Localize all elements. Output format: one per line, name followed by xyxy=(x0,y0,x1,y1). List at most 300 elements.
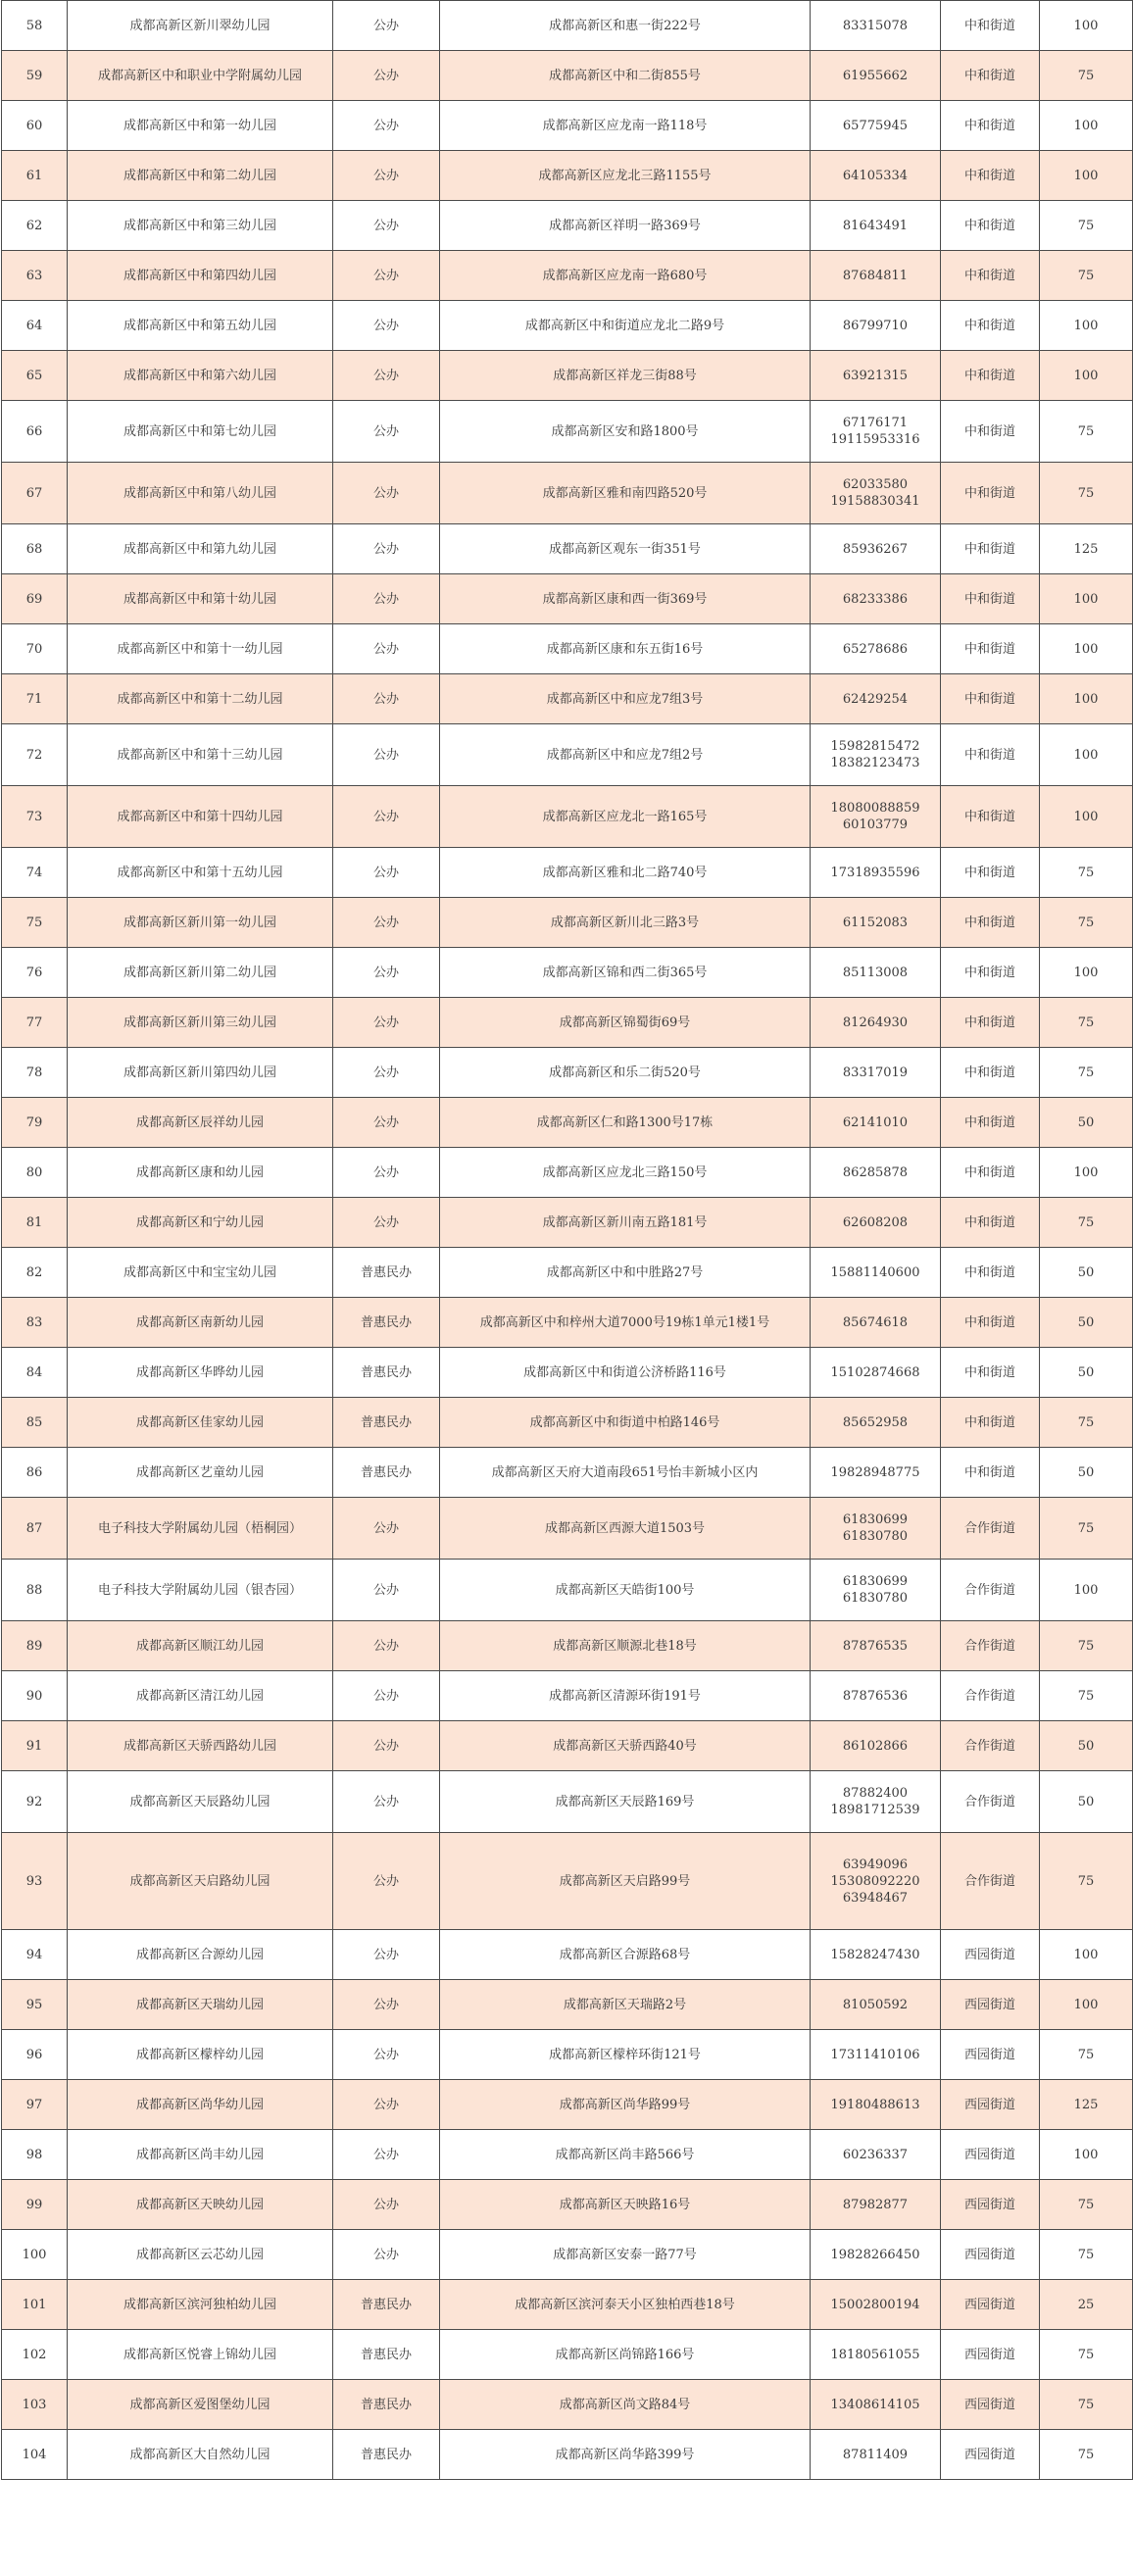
table-row xyxy=(2,1248,1133,1298)
cell-index: 103 xyxy=(2,2380,68,2430)
phone-number: 15881140600 xyxy=(830,1264,920,1280)
cell-subdistrict: 西园街道 xyxy=(941,2230,1040,2280)
cell-address: 成都高新区应龙北三路1155号 xyxy=(440,151,811,201)
cell-phone xyxy=(811,2130,941,2180)
cell-phone xyxy=(811,574,941,624)
table-row xyxy=(2,1348,1133,1398)
cell-phone xyxy=(811,1048,941,1098)
cell-capacity: 100 xyxy=(1040,1980,1133,2030)
cell-kindergarten-name: 成都高新区中和第一幼儿园 xyxy=(68,101,333,151)
cell-capacity: 75 xyxy=(1040,2330,1133,2380)
cell-phone xyxy=(811,624,941,674)
cell-kindergarten-name: 成都高新区中和第十二幼儿园 xyxy=(68,674,333,724)
cell-index: 91 xyxy=(2,1721,68,1771)
cell-kindergarten-name: 成都高新区大自然幼儿园 xyxy=(68,2430,333,2480)
cell-kindergarten-name: 成都高新区中和宝宝幼儿园 xyxy=(68,1248,333,1298)
cell-capacity: 75 xyxy=(1040,848,1133,898)
cell-capacity: 75 xyxy=(1040,1621,1133,1671)
cell-kindergarten-name: 成都高新区天映幼儿园 xyxy=(68,2180,333,2230)
cell-subdistrict: 西园街道 xyxy=(941,1980,1040,2030)
cell-subdistrict: 合作街道 xyxy=(941,1560,1040,1621)
cell-capacity: 50 xyxy=(1040,1448,1133,1498)
table-row xyxy=(2,463,1133,524)
cell-address: 成都高新区雅和南四路520号 xyxy=(440,463,811,524)
cell-kindergarten-name: 成都高新区中和第十三幼儿园 xyxy=(68,724,333,786)
cell-address: 成都高新区檬梓环街121号 xyxy=(440,2030,811,2080)
table-row xyxy=(2,1498,1133,1560)
cell-subdistrict: 西园街道 xyxy=(941,1930,1040,1980)
table-row xyxy=(2,1560,1133,1621)
table-row xyxy=(2,1198,1133,1248)
cell-index: 75 xyxy=(2,898,68,948)
table-row xyxy=(2,1,1133,51)
cell-kindergarten-name: 成都高新区中和第四幼儿园 xyxy=(68,251,333,301)
cell-kindergarten-name: 成都高新区爱图堡幼儿园 xyxy=(68,2380,333,2430)
phone-number: 81050592 xyxy=(842,1997,909,2012)
cell-kindergarten-name: 成都高新区中和第十四幼儿园 xyxy=(68,786,333,848)
cell-kindergarten-name: 成都高新区中和第十一幼儿园 xyxy=(68,624,333,674)
cell-ownership-type: 公办 xyxy=(333,2230,440,2280)
cell-ownership-type: 公办 xyxy=(333,898,440,948)
cell-ownership-type: 公办 xyxy=(333,2030,440,2080)
cell-address: 成都高新区中和街道中柏路146号 xyxy=(440,1398,811,1448)
phone-number: 62141010 xyxy=(842,1115,909,1130)
cell-address: 成都高新区安和路1800号 xyxy=(440,401,811,463)
cell-kindergarten-name: 成都高新区新川第二幼儿园 xyxy=(68,948,333,998)
table-row xyxy=(2,948,1133,998)
phone-number: 65775945 xyxy=(842,118,909,133)
cell-capacity: 75 xyxy=(1040,2380,1133,2430)
phone-number: 86799710 xyxy=(842,318,909,333)
phone-number: 19180488613 xyxy=(830,2097,920,2112)
cell-index: 59 xyxy=(2,51,68,101)
phone-number: 85936267 xyxy=(842,541,909,557)
table-row xyxy=(2,151,1133,201)
cell-phone xyxy=(811,1198,941,1248)
cell-subdistrict: 中和街道 xyxy=(941,574,1040,624)
cell-capacity: 75 xyxy=(1040,1198,1133,1248)
cell-subdistrict: 西园街道 xyxy=(941,2080,1040,2130)
cell-address: 成都高新区尚华路399号 xyxy=(440,2430,811,2480)
cell-subdistrict: 合作街道 xyxy=(941,1621,1040,1671)
cell-index: 61 xyxy=(2,151,68,201)
cell-address: 成都高新区祥龙三街88号 xyxy=(440,351,811,401)
cell-address: 成都高新区中和街道公济桥路116号 xyxy=(440,1348,811,1398)
cell-kindergarten-name: 成都高新区中和第二幼儿园 xyxy=(68,151,333,201)
cell-phone xyxy=(811,201,941,251)
cell-capacity: 125 xyxy=(1040,2080,1133,2130)
phone-number: 15982815472 xyxy=(830,739,920,754)
cell-address: 成都高新区和惠一街222号 xyxy=(440,1,811,51)
cell-capacity: 50 xyxy=(1040,1348,1133,1398)
cell-address: 成都高新区应龙北一路165号 xyxy=(440,786,811,848)
phone-number: 86285878 xyxy=(842,1164,909,1180)
cell-index: 71 xyxy=(2,674,68,724)
cell-kindergarten-name: 电子科技大学附属幼儿园（梧桐园） xyxy=(68,1498,333,1560)
phone-number: 63948467 xyxy=(842,1890,909,1906)
cell-capacity: 100 xyxy=(1040,301,1133,351)
cell-index: 73 xyxy=(2,786,68,848)
phone-number: 61955662 xyxy=(842,68,909,83)
cell-ownership-type: 公办 xyxy=(333,574,440,624)
cell-subdistrict: 中和街道 xyxy=(941,101,1040,151)
cell-capacity: 75 xyxy=(1040,2030,1133,2080)
table-row xyxy=(2,574,1133,624)
phone-number: 81264930 xyxy=(842,1015,909,1030)
cell-subdistrict: 中和街道 xyxy=(941,786,1040,848)
phone-number: 87876536 xyxy=(842,1688,909,1704)
cell-capacity: 100 xyxy=(1040,101,1133,151)
cell-capacity: 75 xyxy=(1040,1398,1133,1448)
cell-index: 86 xyxy=(2,1448,68,1498)
cell-subdistrict: 中和街道 xyxy=(941,251,1040,301)
cell-subdistrict: 中和街道 xyxy=(941,998,1040,1048)
cell-address: 成都高新区合源路68号 xyxy=(440,1930,811,1980)
cell-ownership-type: 普惠民办 xyxy=(333,1398,440,1448)
phone-number: 17311410106 xyxy=(830,2047,920,2062)
cell-ownership-type: 普惠民办 xyxy=(333,2430,440,2480)
cell-capacity: 75 xyxy=(1040,998,1133,1048)
phone-number: 64105334 xyxy=(842,168,909,183)
cell-address: 成都高新区应龙南一路680号 xyxy=(440,251,811,301)
cell-ownership-type: 公办 xyxy=(333,251,440,301)
cell-subdistrict: 中和街道 xyxy=(941,151,1040,201)
phone-number: 87684811 xyxy=(842,268,909,283)
cell-address: 成都高新区西源大道1503号 xyxy=(440,1498,811,1560)
table-row xyxy=(2,101,1133,151)
cell-kindergarten-name: 成都高新区天辰路幼儿园 xyxy=(68,1771,333,1833)
cell-ownership-type: 公办 xyxy=(333,848,440,898)
table-row xyxy=(2,2280,1133,2330)
table-row xyxy=(2,1398,1133,1448)
cell-capacity: 75 xyxy=(1040,251,1133,301)
cell-phone xyxy=(811,674,941,724)
cell-phone xyxy=(811,2030,941,2080)
table-row xyxy=(2,2330,1133,2380)
cell-kindergarten-name: 成都高新区合源幼儿园 xyxy=(68,1930,333,1980)
table-row xyxy=(2,2130,1133,2180)
cell-index: 90 xyxy=(2,1671,68,1721)
cell-index: 92 xyxy=(2,1771,68,1833)
table-row xyxy=(2,848,1133,898)
cell-ownership-type: 公办 xyxy=(333,786,440,848)
cell-index: 78 xyxy=(2,1048,68,1098)
table-row xyxy=(2,2030,1133,2080)
table-row xyxy=(2,724,1133,786)
cell-phone xyxy=(811,1930,941,1980)
phone-number: 85113008 xyxy=(842,965,909,980)
cell-index: 84 xyxy=(2,1348,68,1398)
cell-index: 76 xyxy=(2,948,68,998)
cell-ownership-type: 普惠民办 xyxy=(333,1248,440,1298)
cell-address: 成都高新区天瑞路2号 xyxy=(440,1980,811,2030)
cell-ownership-type: 普惠民办 xyxy=(333,1448,440,1498)
cell-capacity: 75 xyxy=(1040,1048,1133,1098)
cell-phone xyxy=(811,2430,941,2480)
phone-number: 61830780 xyxy=(842,1591,909,1606)
cell-address: 成都高新区新川南五路181号 xyxy=(440,1198,811,1248)
cell-ownership-type: 公办 xyxy=(333,51,440,101)
table-row xyxy=(2,1980,1133,2030)
table-row xyxy=(2,786,1133,848)
cell-ownership-type: 公办 xyxy=(333,1721,440,1771)
phone-number: 86102866 xyxy=(842,1738,909,1754)
cell-address: 成都高新区中和街道应龙北二路9号 xyxy=(440,301,811,351)
cell-subdistrict: 西园街道 xyxy=(941,2280,1040,2330)
cell-index: 69 xyxy=(2,574,68,624)
cell-subdistrict: 中和街道 xyxy=(941,1148,1040,1198)
cell-address: 成都高新区天启路99号 xyxy=(440,1833,811,1930)
cell-kindergarten-name: 成都高新区天骄西路幼儿园 xyxy=(68,1721,333,1771)
cell-address: 成都高新区锦和西二街365号 xyxy=(440,948,811,998)
cell-capacity: 75 xyxy=(1040,1671,1133,1721)
cell-subdistrict: 中和街道 xyxy=(941,524,1040,574)
cell-ownership-type: 公办 xyxy=(333,101,440,151)
cell-phone xyxy=(811,1560,941,1621)
cell-subdistrict: 西园街道 xyxy=(941,2030,1040,2080)
cell-address: 成都高新区顺源北巷18号 xyxy=(440,1621,811,1671)
kindergarten-table xyxy=(1,0,1133,2480)
cell-capacity: 75 xyxy=(1040,2430,1133,2480)
cell-index: 85 xyxy=(2,1398,68,1448)
cell-ownership-type: 公办 xyxy=(333,1621,440,1671)
cell-ownership-type: 公办 xyxy=(333,2180,440,2230)
cell-subdistrict: 合作街道 xyxy=(941,1721,1040,1771)
cell-ownership-type: 公办 xyxy=(333,1098,440,1148)
phone-number: 15308092220 xyxy=(830,1873,920,1889)
cell-address: 成都高新区天府大道南段651号怡丰新城小区内 xyxy=(440,1448,811,1498)
cell-ownership-type: 公办 xyxy=(333,724,440,786)
cell-ownership-type: 公办 xyxy=(333,2080,440,2130)
cell-subdistrict: 西园街道 xyxy=(941,2180,1040,2230)
cell-index: 81 xyxy=(2,1198,68,1248)
cell-phone xyxy=(811,1771,941,1833)
phone-number: 19828948775 xyxy=(830,1464,920,1480)
cell-subdistrict: 西园街道 xyxy=(941,2380,1040,2430)
cell-kindergarten-name: 成都高新区康和幼儿园 xyxy=(68,1148,333,1198)
cell-subdistrict: 中和街道 xyxy=(941,1,1040,51)
cell-index: 98 xyxy=(2,2130,68,2180)
cell-phone xyxy=(811,2080,941,2130)
table-row xyxy=(2,401,1133,463)
cell-ownership-type: 公办 xyxy=(333,301,440,351)
cell-address: 成都高新区和乐二街520号 xyxy=(440,1048,811,1098)
table-row xyxy=(2,301,1133,351)
cell-ownership-type: 公办 xyxy=(333,1148,440,1198)
table-row xyxy=(2,898,1133,948)
phone-number: 62608208 xyxy=(842,1214,909,1230)
cell-phone xyxy=(811,301,941,351)
phone-number: 18080088859 xyxy=(830,801,920,816)
cell-subdistrict: 中和街道 xyxy=(941,848,1040,898)
cell-subdistrict: 西园街道 xyxy=(941,2330,1040,2380)
phone-number: 19828266450 xyxy=(830,2247,920,2262)
table-row xyxy=(2,1148,1133,1198)
cell-ownership-type: 公办 xyxy=(333,948,440,998)
cell-phone xyxy=(811,463,941,524)
cell-capacity: 75 xyxy=(1040,1833,1133,1930)
cell-index: 63 xyxy=(2,251,68,301)
cell-phone xyxy=(811,1448,941,1498)
phone-number: 87882400 xyxy=(842,1786,909,1801)
cell-capacity: 100 xyxy=(1040,1560,1133,1621)
cell-index: 65 xyxy=(2,351,68,401)
table-row xyxy=(2,201,1133,251)
cell-index: 100 xyxy=(2,2230,68,2280)
cell-index: 87 xyxy=(2,1498,68,1560)
table-row xyxy=(2,2430,1133,2480)
cell-kindergarten-name: 成都高新区云芯幼儿园 xyxy=(68,2230,333,2280)
cell-capacity: 75 xyxy=(1040,401,1133,463)
cell-phone xyxy=(811,251,941,301)
phone-number: 65278686 xyxy=(842,641,909,657)
table-row xyxy=(2,1930,1133,1980)
cell-subdistrict: 中和街道 xyxy=(941,51,1040,101)
phone-number: 17318935596 xyxy=(830,865,920,880)
cell-address: 成都高新区天皓街100号 xyxy=(440,1560,811,1621)
cell-subdistrict: 中和街道 xyxy=(941,1348,1040,1398)
table-row xyxy=(2,1298,1133,1348)
cell-subdistrict: 中和街道 xyxy=(941,948,1040,998)
cell-phone xyxy=(811,401,941,463)
cell-kindergarten-name: 成都高新区佳家幼儿园 xyxy=(68,1398,333,1448)
table-row xyxy=(2,2230,1133,2280)
phone-number: 62429254 xyxy=(842,691,909,707)
cell-phone xyxy=(811,351,941,401)
phone-number: 87811409 xyxy=(842,2447,909,2462)
cell-kindergarten-name: 成都高新区新川第四幼儿园 xyxy=(68,1048,333,1098)
cell-index: 67 xyxy=(2,463,68,524)
table-row xyxy=(2,1833,1133,1930)
table-row xyxy=(2,624,1133,674)
cell-subdistrict: 中和街道 xyxy=(941,401,1040,463)
cell-capacity: 100 xyxy=(1040,574,1133,624)
cell-index: 102 xyxy=(2,2330,68,2380)
cell-phone xyxy=(811,1398,941,1448)
cell-subdistrict: 中和街道 xyxy=(941,463,1040,524)
cell-index: 94 xyxy=(2,1930,68,1980)
cell-ownership-type: 公办 xyxy=(333,351,440,401)
cell-subdistrict: 中和街道 xyxy=(941,724,1040,786)
cell-capacity: 100 xyxy=(1040,948,1133,998)
phone-number: 18180561055 xyxy=(830,2347,920,2362)
cell-capacity: 50 xyxy=(1040,1248,1133,1298)
cell-phone xyxy=(811,786,941,848)
cell-subdistrict: 合作街道 xyxy=(941,1833,1040,1930)
cell-phone xyxy=(811,848,941,898)
table-row xyxy=(2,1721,1133,1771)
table-row xyxy=(2,2080,1133,2130)
cell-address: 成都高新区中和应龙7组3号 xyxy=(440,674,811,724)
cell-index: 104 xyxy=(2,2430,68,2480)
cell-kindergarten-name: 成都高新区中和第六幼儿园 xyxy=(68,351,333,401)
cell-index: 95 xyxy=(2,1980,68,2030)
cell-kindergarten-name: 成都高新区悦睿上锦幼儿园 xyxy=(68,2330,333,2380)
cell-index: 60 xyxy=(2,101,68,151)
cell-index: 97 xyxy=(2,2080,68,2130)
cell-subdistrict: 中和街道 xyxy=(941,1398,1040,1448)
cell-capacity: 100 xyxy=(1040,151,1133,201)
cell-phone xyxy=(811,101,941,151)
table-row xyxy=(2,351,1133,401)
cell-index: 74 xyxy=(2,848,68,898)
cell-phone xyxy=(811,2380,941,2430)
phone-number: 68233386 xyxy=(842,591,909,607)
cell-ownership-type: 公办 xyxy=(333,1560,440,1621)
cell-kindergarten-name: 成都高新区中和第九幼儿园 xyxy=(68,524,333,574)
cell-kindergarten-name: 成都高新区檬梓幼儿园 xyxy=(68,2030,333,2080)
cell-ownership-type: 公办 xyxy=(333,2130,440,2180)
phone-number: 61830780 xyxy=(842,1529,909,1544)
cell-phone xyxy=(811,1671,941,1721)
cell-address: 成都高新区尚锦路166号 xyxy=(440,2330,811,2380)
cell-ownership-type: 公办 xyxy=(333,1,440,51)
cell-capacity: 100 xyxy=(1040,2130,1133,2180)
cell-address: 成都高新区锦蜀街69号 xyxy=(440,998,811,1048)
phone-number: 15828247430 xyxy=(830,1947,920,1962)
cell-kindergarten-name: 成都高新区中和第五幼儿园 xyxy=(68,301,333,351)
cell-subdistrict: 合作街道 xyxy=(941,1771,1040,1833)
cell-subdistrict: 中和街道 xyxy=(941,351,1040,401)
cell-kindergarten-name: 成都高新区天瑞幼儿园 xyxy=(68,1980,333,2030)
phone-number: 63949096 xyxy=(842,1857,909,1872)
cell-address: 成都高新区仁和路1300号17栋 xyxy=(440,1098,811,1148)
cell-subdistrict: 中和街道 xyxy=(941,1048,1040,1098)
cell-capacity: 100 xyxy=(1040,351,1133,401)
cell-kindergarten-name: 成都高新区中和第三幼儿园 xyxy=(68,201,333,251)
phone-number: 81643491 xyxy=(842,218,909,233)
cell-address: 成都高新区中和应龙7组2号 xyxy=(440,724,811,786)
cell-phone xyxy=(811,151,941,201)
cell-capacity: 50 xyxy=(1040,1298,1133,1348)
phone-number: 63921315 xyxy=(842,368,909,383)
cell-capacity: 75 xyxy=(1040,1498,1133,1560)
cell-subdistrict: 中和街道 xyxy=(941,1298,1040,1348)
phone-number: 60103779 xyxy=(842,817,909,832)
cell-kindergarten-name: 成都高新区华晔幼儿园 xyxy=(68,1348,333,1398)
cell-address: 成都高新区中和二街855号 xyxy=(440,51,811,101)
phone-number: 87876535 xyxy=(842,1638,909,1654)
phone-number: 85652958 xyxy=(842,1414,909,1430)
table-row xyxy=(2,1048,1133,1098)
table-row xyxy=(2,51,1133,101)
table-row xyxy=(2,1448,1133,1498)
phone-number: 87982877 xyxy=(842,2197,909,2212)
cell-ownership-type: 公办 xyxy=(333,1198,440,1248)
cell-phone xyxy=(811,1980,941,2030)
cell-index: 89 xyxy=(2,1621,68,1671)
cell-subdistrict: 中和街道 xyxy=(941,301,1040,351)
cell-kindergarten-name: 成都高新区和宁幼儿园 xyxy=(68,1198,333,1248)
cell-address: 成都高新区祥明一路369号 xyxy=(440,201,811,251)
cell-phone xyxy=(811,998,941,1048)
cell-ownership-type: 公办 xyxy=(333,1930,440,1980)
cell-subdistrict: 合作街道 xyxy=(941,1498,1040,1560)
cell-capacity: 75 xyxy=(1040,201,1133,251)
cell-phone xyxy=(811,1148,941,1198)
cell-kindergarten-name: 成都高新区辰祥幼儿园 xyxy=(68,1098,333,1148)
cell-index: 58 xyxy=(2,1,68,51)
table-row xyxy=(2,251,1133,301)
cell-address: 成都高新区尚文路84号 xyxy=(440,2380,811,2430)
cell-kindergarten-name: 成都高新区中和职业中学附属幼儿园 xyxy=(68,51,333,101)
cell-ownership-type: 公办 xyxy=(333,524,440,574)
cell-phone xyxy=(811,2180,941,2230)
cell-capacity: 75 xyxy=(1040,2180,1133,2230)
cell-index: 80 xyxy=(2,1148,68,1198)
cell-address: 成都高新区尚丰路566号 xyxy=(440,2130,811,2180)
cell-ownership-type: 普惠民办 xyxy=(333,2280,440,2330)
